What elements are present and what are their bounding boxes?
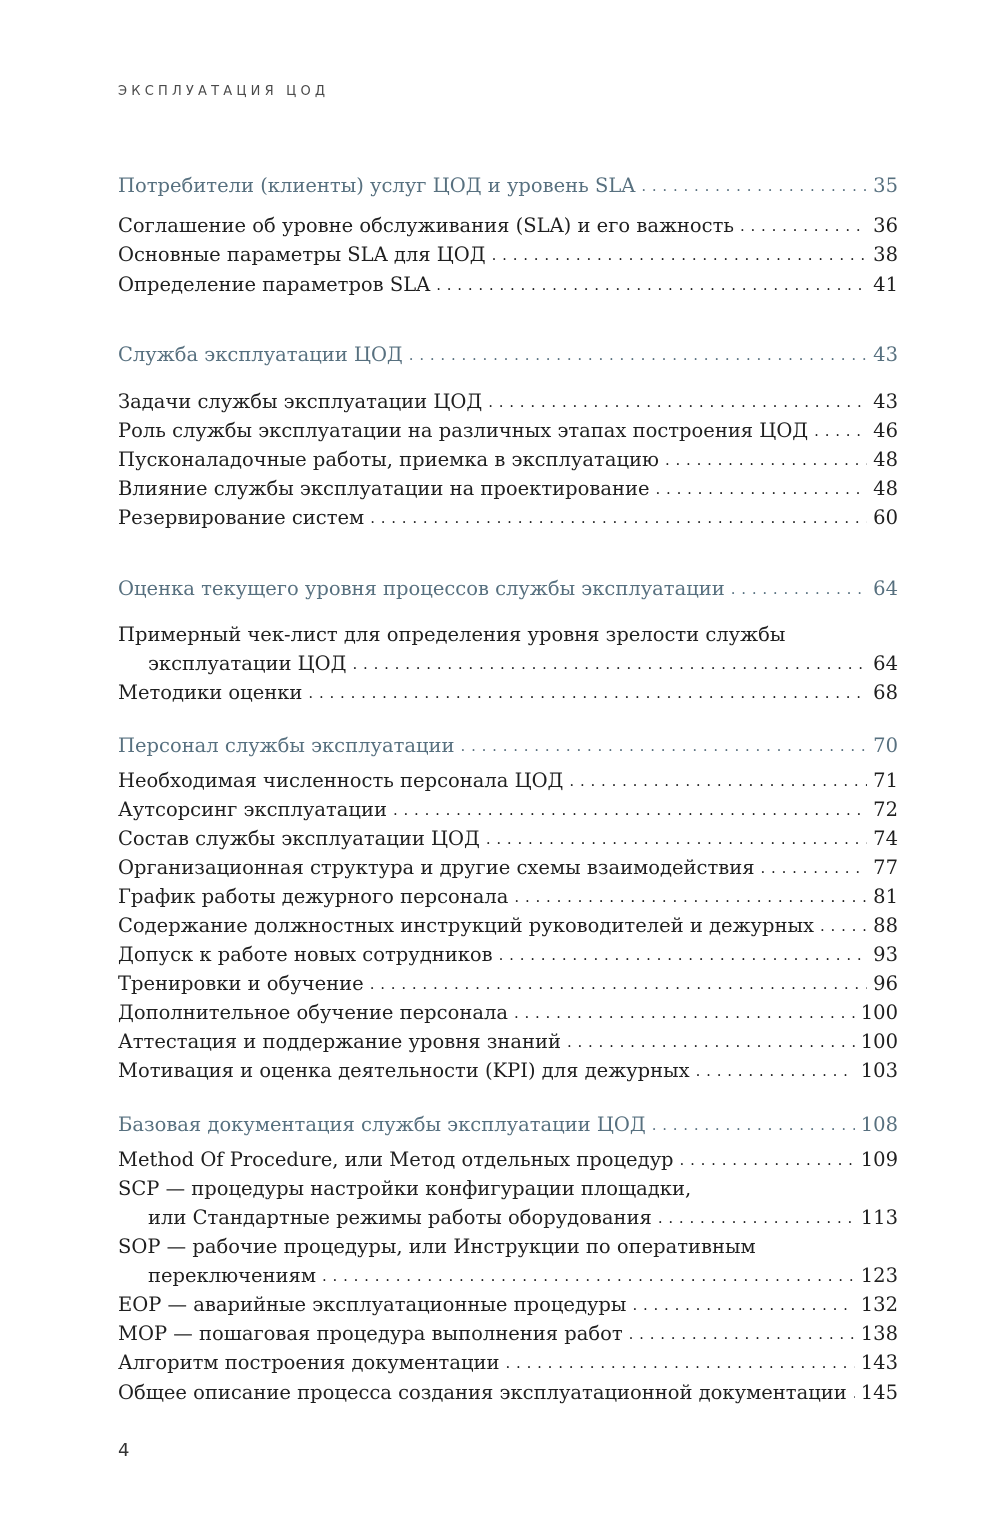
toc-chapter — [118, 342, 898, 368]
dot-leader — [665, 447, 867, 473]
toc-entry — [118, 1205, 898, 1231]
dot-leader — [652, 1112, 855, 1138]
toc-chapter — [118, 576, 898, 602]
toc-title: Оценка текущего уровня процессов службы эксплуатации — [118, 577, 725, 600]
toc-title: Методики оценки — [118, 681, 303, 704]
toc-title: Пусконаладочные работы, приемка в эксплуатацию — [118, 448, 659, 471]
dot-leader — [761, 855, 868, 881]
toc-entry — [118, 1029, 898, 1055]
toc-title: Персонал службы эксплуатации — [118, 734, 455, 757]
toc-page-number: 48 — [873, 448, 898, 471]
toc-entry — [118, 1263, 898, 1289]
toc-entry — [118, 855, 898, 881]
toc-page-number: 108 — [860, 1113, 898, 1136]
toc-title: эксплуатации ЦОД — [148, 652, 347, 675]
toc-page-number: 71 — [873, 769, 898, 792]
toc-entry — [118, 971, 898, 997]
toc-title: Состав службы эксплуатации ЦОД — [118, 827, 480, 850]
dot-leader — [696, 1058, 855, 1084]
toc-page-number: 72 — [873, 798, 898, 821]
dot-leader — [740, 213, 867, 239]
toc-title: Служба эксплуатации ЦОД — [118, 343, 403, 366]
toc-title: Влияние службы эксплуатации на проектирование — [118, 477, 650, 500]
toc-page-number: 113 — [860, 1206, 898, 1229]
toc-entry — [118, 1350, 898, 1376]
page-number: 4 — [118, 1440, 130, 1461]
toc-entry — [118, 884, 898, 910]
toc-entry — [118, 213, 898, 239]
toc-page-number: 38 — [873, 243, 898, 266]
toc-title: Аутсорсинг эксплуатации — [118, 798, 387, 821]
toc-page-number: 100 — [860, 1001, 898, 1024]
toc-page-number: 138 — [860, 1322, 898, 1345]
toc-title: Допуск к работе новых сотрудников — [118, 943, 493, 966]
toc-page-number: 43 — [873, 390, 898, 413]
toc-page-number: 88 — [873, 914, 898, 937]
toc-title: переключениям — [148, 1264, 317, 1287]
dot-leader — [409, 342, 867, 368]
toc-title: Аттестация и поддержание уровня знаний — [118, 1030, 561, 1053]
toc-chapter — [118, 733, 898, 759]
toc-entry — [118, 447, 898, 473]
toc-page-number: 123 — [860, 1264, 898, 1287]
toc-page-number: 36 — [873, 214, 898, 237]
dot-leader — [488, 389, 867, 415]
toc-entry — [118, 505, 898, 531]
toc-page-number: 70 — [873, 734, 898, 757]
toc-page-number: 93 — [873, 943, 898, 966]
dot-leader — [814, 418, 867, 444]
toc-title: Примерный чек-лист для определения уровня зрелости службы — [118, 623, 786, 646]
toc-entry — [118, 680, 898, 706]
toc-title: Мотивация и оценка деятельности (KPI) для дежурных — [118, 1059, 690, 1082]
dot-leader — [569, 768, 867, 794]
toc-entry — [118, 1000, 898, 1026]
dot-leader — [308, 680, 867, 706]
dot-leader — [632, 1292, 854, 1318]
dot-leader — [567, 1029, 855, 1055]
toc-entry — [118, 389, 898, 415]
toc-entry — [118, 768, 898, 794]
toc-title: Базовая документация службы эксплуатации ЦОД — [118, 1113, 646, 1136]
dot-leader — [514, 884, 867, 910]
toc-entry — [118, 242, 898, 268]
toc-title: MOP — пошаговая процедура выполнения работ — [118, 1322, 623, 1345]
toc-title: Необходимая численность персонала ЦОД — [118, 769, 564, 792]
toc-page-number: 145 — [860, 1381, 898, 1404]
toc-entry — [118, 1147, 898, 1173]
dot-leader — [658, 1205, 855, 1231]
dot-leader — [680, 1147, 855, 1173]
dot-leader — [370, 505, 867, 531]
toc-title: SCP — процедуры настройки конфигурации площадки, — [118, 1177, 692, 1200]
toc-page-number: 109 — [860, 1148, 898, 1171]
toc-page-number: 60 — [873, 506, 898, 529]
toc-title: Резервирование систем — [118, 506, 365, 529]
toc-entry — [118, 913, 898, 939]
dot-leader — [499, 942, 868, 968]
toc-page-number: 68 — [873, 681, 898, 704]
dot-leader — [731, 576, 867, 602]
toc-page-number: 35 — [873, 174, 898, 197]
dot-leader — [370, 971, 867, 997]
dot-leader — [506, 1350, 855, 1376]
toc-entry — [118, 826, 898, 852]
toc-page-number: 132 — [860, 1293, 898, 1316]
toc-entry — [118, 651, 898, 677]
dot-leader — [461, 733, 868, 759]
toc-title: Method Of Procedure, или Метод отдельных процедур — [118, 1148, 674, 1171]
dot-leader — [629, 1321, 855, 1347]
toc-page-number: 100 — [860, 1030, 898, 1053]
dot-leader — [492, 242, 868, 268]
dot-leader — [393, 797, 867, 823]
dot-leader — [853, 1380, 855, 1406]
toc-page-number: 103 — [860, 1059, 898, 1082]
toc-entry — [118, 1380, 898, 1406]
toc-chapter — [118, 1112, 898, 1138]
toc-title: Содержание должностных инструкций руководителей и дежурных — [118, 914, 815, 937]
toc-title: или Стандартные режимы работы оборудования — [148, 1206, 652, 1229]
toc-page-number: 81 — [873, 885, 898, 908]
toc-entry — [118, 476, 898, 502]
toc-title: Дополнительное обучение персонала — [118, 1001, 508, 1024]
toc-entry — [118, 272, 898, 298]
toc-title: EOP — аварийные эксплуатационные процедуры — [118, 1293, 627, 1316]
toc-page-number: 43 — [873, 343, 898, 366]
toc-entry — [118, 1234, 898, 1260]
dot-leader — [436, 272, 867, 298]
toc-title: Определение параметров SLA — [118, 273, 431, 296]
toc-title: Общее описание процесса создания эксплуатационной документации — [118, 1381, 847, 1404]
toc-title: Потребители (клиенты) услуг ЦОД и уровень SLA — [118, 174, 636, 197]
toc-entry — [118, 622, 898, 648]
toc-page-number: 143 — [860, 1351, 898, 1374]
toc-page-number: 64 — [873, 577, 898, 600]
toc-title: Соглашение об уровне обслуживания (SLA) и его важность — [118, 214, 734, 237]
dot-leader — [486, 826, 867, 852]
toc-entry — [118, 1058, 898, 1084]
toc-title: Алгоритм построения документации — [118, 1351, 500, 1374]
toc-page-number: 74 — [873, 827, 898, 850]
toc-title: Тренировки и обучение — [118, 972, 364, 995]
running-head: ЭКСПЛУАТАЦИЯ ЦОД — [118, 84, 330, 99]
toc-page-number: 77 — [873, 856, 898, 879]
toc-entry — [118, 797, 898, 823]
toc-title: Организационная структура и другие схемы взаимодействия — [118, 856, 755, 879]
toc-entry — [118, 418, 898, 444]
toc-entry — [118, 1321, 898, 1347]
toc-page-number: 41 — [873, 273, 898, 296]
dot-leader — [656, 476, 868, 502]
toc-title: Задачи службы эксплуатации ЦОД — [118, 390, 483, 413]
toc-page-number: 46 — [873, 419, 898, 442]
toc-page-number: 96 — [873, 972, 898, 995]
toc-entry — [118, 1176, 898, 1202]
toc-chapter — [118, 173, 898, 199]
toc-title: Основные параметры SLA для ЦОД — [118, 243, 486, 266]
dot-leader — [514, 1000, 855, 1026]
toc-entry — [118, 1292, 898, 1318]
dot-leader — [353, 651, 868, 677]
dot-leader — [641, 173, 867, 199]
toc-title: График работы дежурного персонала — [118, 885, 509, 908]
toc-page-number: 64 — [873, 652, 898, 675]
dot-leader — [322, 1263, 855, 1289]
dot-leader — [820, 913, 867, 939]
toc-title: SOP — рабочие процедуры, или Инструкции по оперативным — [118, 1235, 756, 1258]
toc-title: Роль службы эксплуатации на различных этапах построения ЦОД — [118, 419, 809, 442]
toc-entry — [118, 942, 898, 968]
toc-page-number: 48 — [873, 477, 898, 500]
